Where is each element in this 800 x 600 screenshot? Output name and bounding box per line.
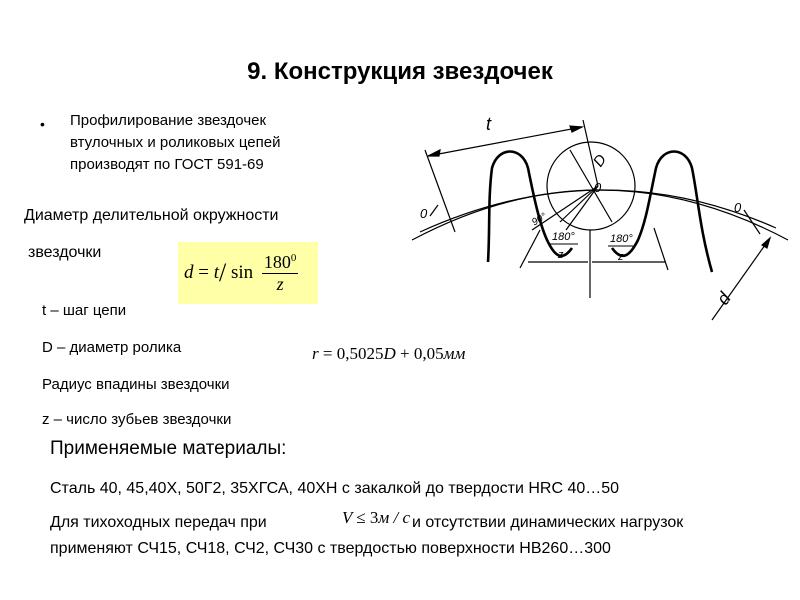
- bullet-line: Профилирование звездочек: [70, 112, 267, 129]
- angle2-numerator: 180°: [610, 233, 633, 245]
- radius-coef: = 0,5025: [322, 344, 384, 363]
- pitch-arrow-left: [428, 150, 440, 156]
- d-extension: [744, 210, 760, 234]
- materials-slow-prefix: Для тихоходных передач при: [50, 514, 267, 531]
- speed-V: V: [342, 508, 353, 527]
- angle2-denominator: z: [618, 251, 624, 263]
- formula-t: t: [213, 261, 219, 283]
- materials-slow-suffix: и отсутствии динамических нагрузок: [412, 514, 684, 531]
- label-t: t: [486, 114, 492, 134]
- d-arrow: [762, 238, 770, 248]
- pitch-diameter-label-2: звездочки: [28, 244, 102, 261]
- materials-heading: Применяемые материалы:: [50, 438, 287, 459]
- def-t: t – шаг цепи: [42, 302, 127, 319]
- radius-unit: мм: [443, 344, 466, 363]
- pitch-arc: [412, 190, 788, 240]
- label-d: d: [712, 288, 735, 309]
- label-90: 90°: [530, 211, 549, 229]
- slide-title: 9. Конструкция звездочек: [247, 58, 553, 85]
- formula-numerator: 180: [263, 252, 291, 272]
- speed-op: ≤ 3: [356, 508, 379, 527]
- d-dimension-line: [712, 238, 770, 320]
- materials-steel: Сталь 40, 45,40Х, 50Г2, 35ХГСА, 40ХН с закалкой до твердости HRC 40…50: [50, 480, 620, 497]
- speed-unit: м / с: [378, 508, 411, 527]
- label-D: D: [590, 151, 611, 171]
- angle-line-right: [654, 228, 668, 270]
- def-r: Радиус впадины звездочки: [42, 376, 230, 393]
- tooth-profile-left: [488, 152, 548, 263]
- formula-denominator: z: [276, 274, 284, 294]
- angle1-numerator: 180°: [552, 231, 575, 243]
- formula-degree: 0: [290, 252, 297, 264]
- pitch-extension-left: [425, 150, 455, 232]
- formula-equals: =: [198, 261, 209, 283]
- def-D: D – диаметр ролика: [42, 339, 182, 356]
- bullet-line: производят по ГОСТ 591-69: [70, 156, 264, 173]
- formula-sin: sin: [230, 261, 254, 283]
- materials-slow-line2: применяют СЧ15, СЧ18, СЧ2, СЧ30 с твердостью поверхности НВ260…300: [50, 540, 611, 557]
- bullet-marker: •: [40, 116, 45, 132]
- label-0-right: 0: [734, 200, 742, 215]
- def-z: z – число зубьев звездочки: [42, 411, 232, 428]
- bullet-line: втулочных и роликовых цепей: [70, 134, 281, 151]
- formula-d: d: [184, 261, 194, 283]
- pitch-diameter-label: Диаметр делительной окружности: [24, 207, 279, 224]
- left-zero-tick: [430, 205, 438, 216]
- pitch-arrow-right: [570, 126, 582, 132]
- formula-slash: /: [219, 257, 227, 287]
- label-0-center: 0: [594, 180, 602, 195]
- radius-D: D: [383, 344, 396, 363]
- angle1-denominator: z: [558, 249, 564, 261]
- label-0-left: 0: [420, 206, 428, 221]
- radius-r: r: [312, 344, 319, 363]
- radius-rest: + 0,05: [400, 344, 444, 363]
